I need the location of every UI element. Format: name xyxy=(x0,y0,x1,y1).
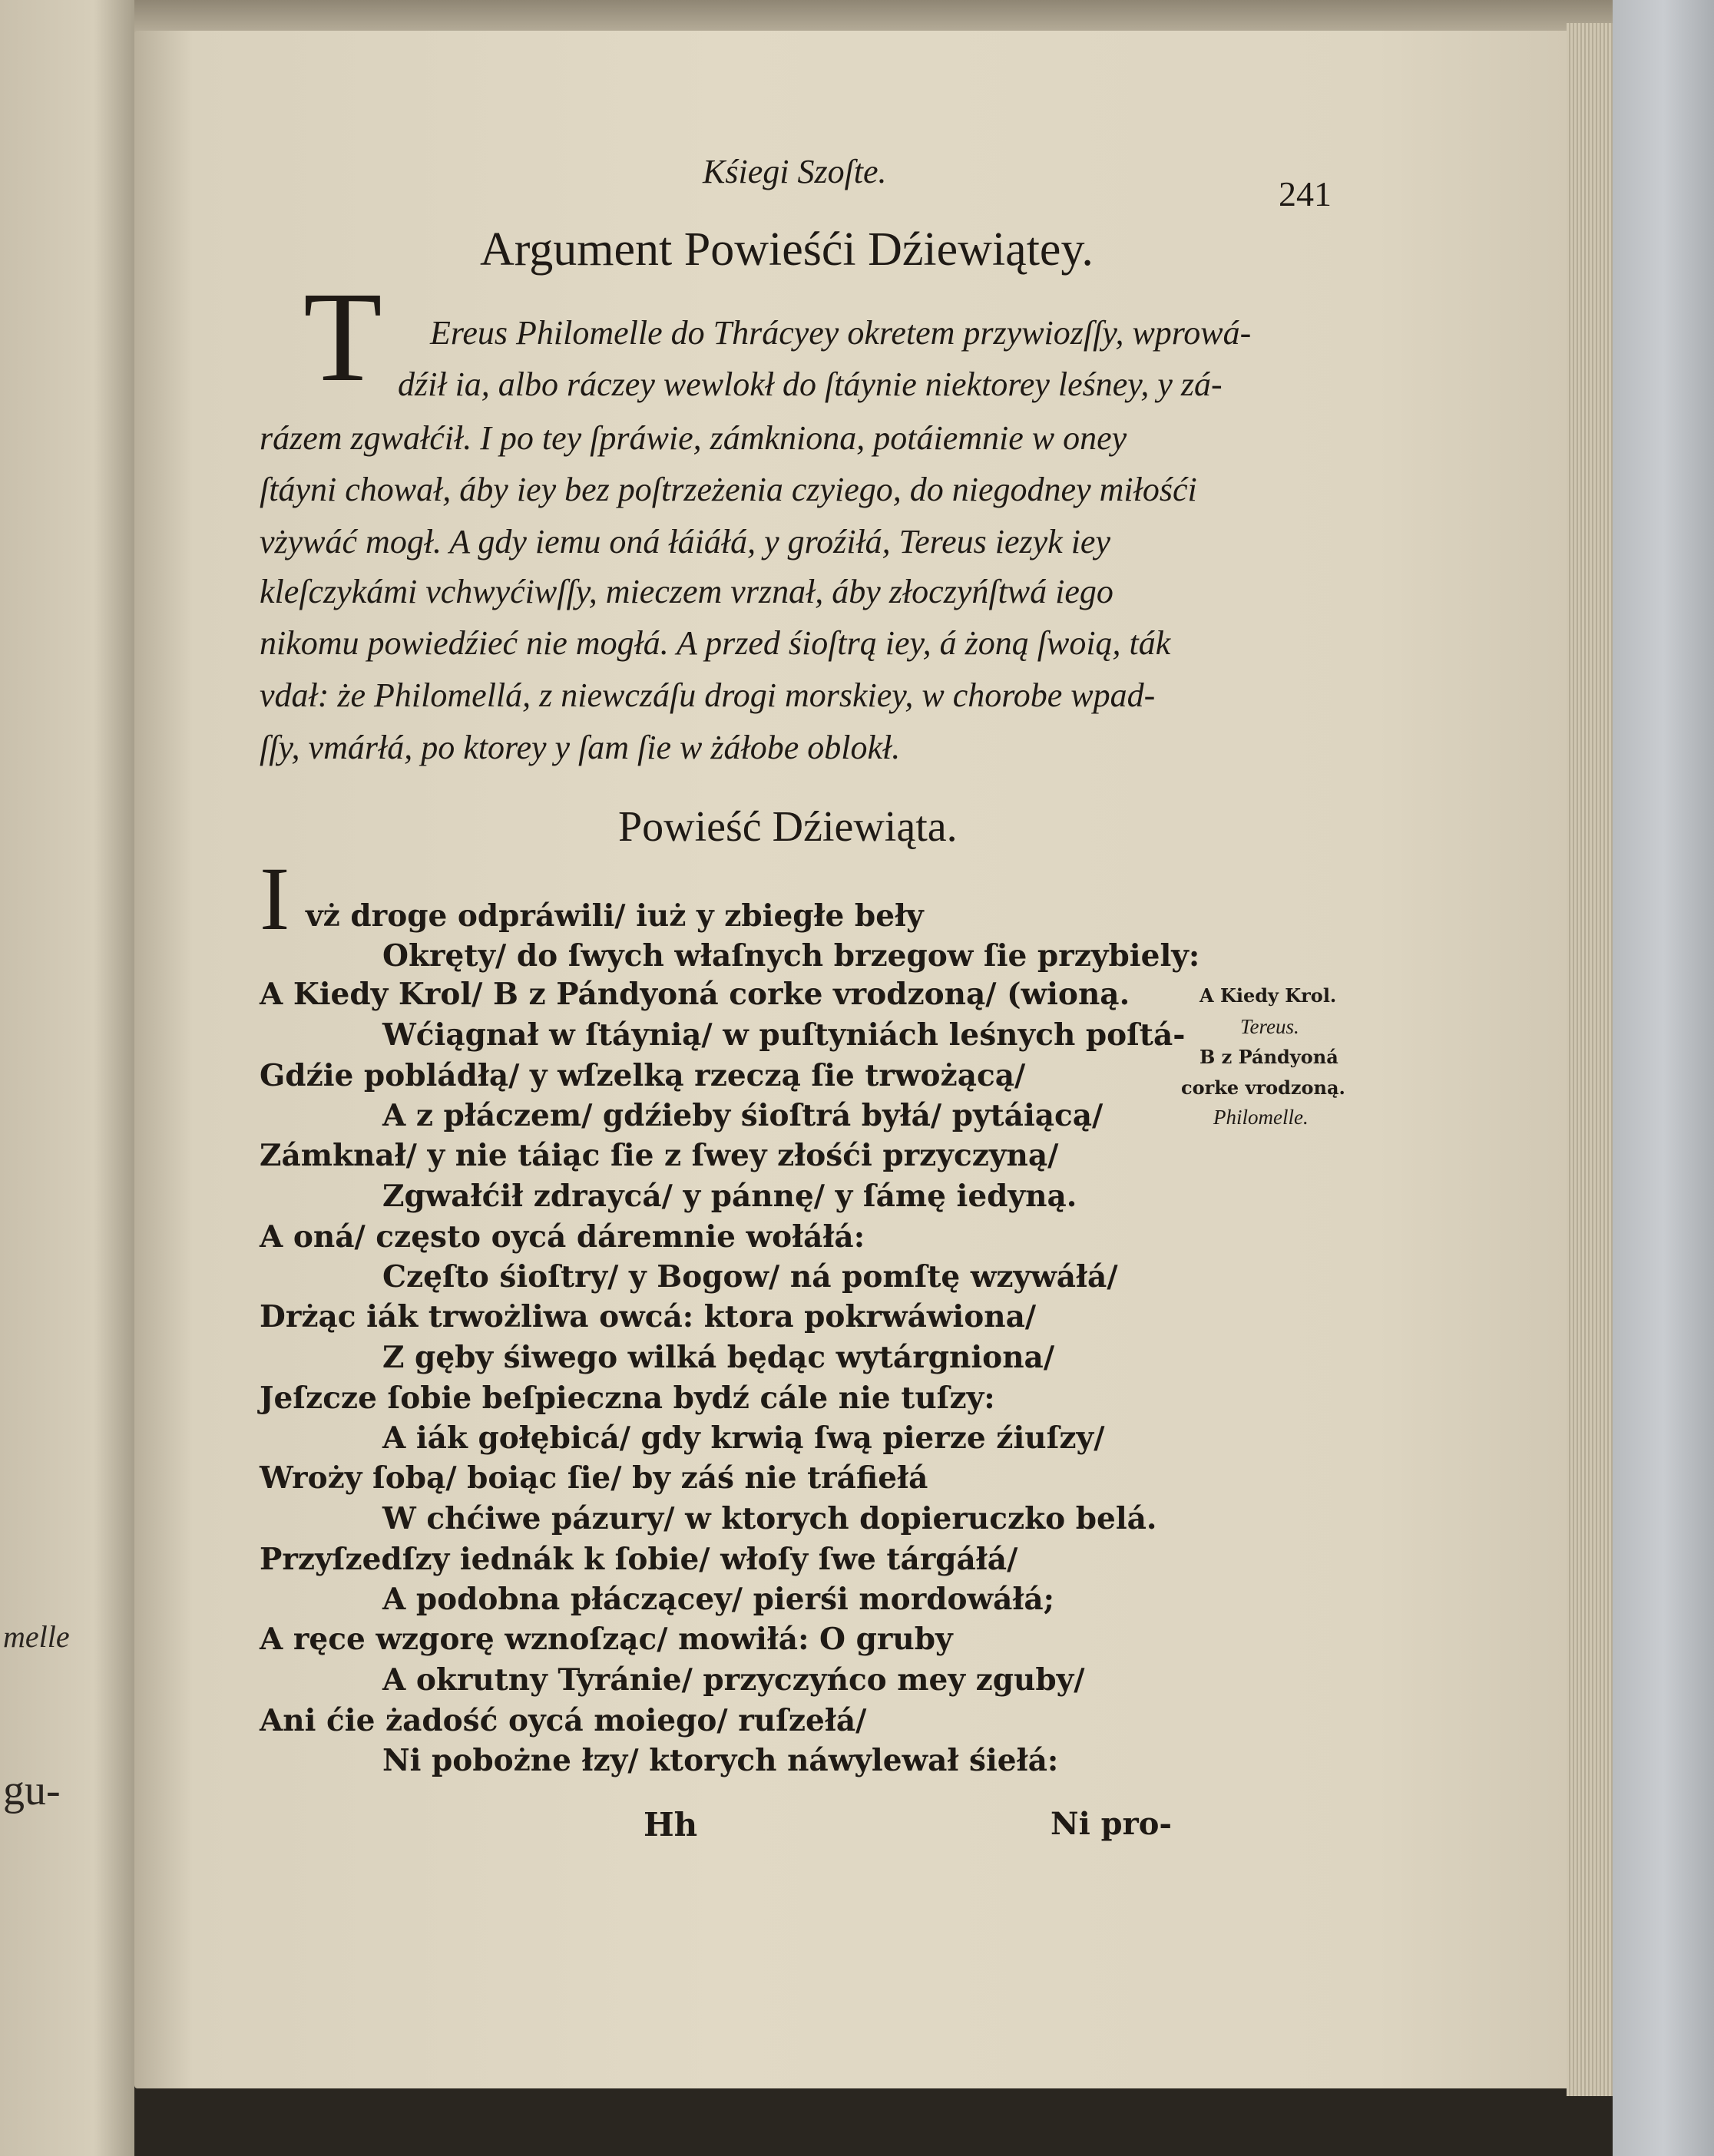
running-head: Kśiegi Szoſte. xyxy=(703,153,887,190)
drop-cap: I xyxy=(260,848,290,949)
argument-line: vżywáć mogł. A gdy iemu oná łáiáłá, y groźiłá, Tereus iezyk iey xyxy=(260,523,1110,560)
verse-line: A ręce wzgorę wznoſząc/ mowiłá: O gruby xyxy=(260,1622,953,1657)
left-page-fragment: gu- xyxy=(3,1767,61,1814)
verse-line: vż droge odpráwili/ iuż y zbiegłe beły xyxy=(306,898,924,934)
background-strip xyxy=(1613,0,1714,2156)
verse-line: A podobna płáczącey/ pierśi mordowáłá; xyxy=(382,1582,1055,1617)
argument-line: dźił ia, albo ráczey wewlokł do ſtáynie niektorey leśney, y zá- xyxy=(398,365,1223,403)
argument-line: Ereus Philomelle do Thrácyey okretem przywiozſſy, wprowá- xyxy=(430,314,1252,352)
argument-line: nikomu powiedźieć nie mogłá. A przed śioſtrą iey, á żoną ſwoią, ták xyxy=(260,624,1171,662)
drop-cap: T xyxy=(303,266,382,408)
catchword: Ni pro- xyxy=(1051,1806,1173,1842)
verse-line: A iák gołębicá/ gdy krwią ſwą pierze źiuſzy/ xyxy=(382,1420,1105,1456)
argument-line: vdał: że Philomellá, z niewczáſu drogi morskiey, w chorobe wpad- xyxy=(260,676,1156,714)
verse-line: Z gęby śiwego wilká będąc wytárgniona/ xyxy=(382,1340,1055,1375)
verse-line: A oná/ często oycá dáremnie wołáłá: xyxy=(260,1219,865,1255)
verse-line: Zámknał/ y nie táiąc ſie z ſwey złośći przyczyną/ xyxy=(260,1138,1059,1173)
page-number: 241 xyxy=(1279,174,1332,213)
verse-line: A okrutny Tyránie/ przyczyńco mey zguby/ xyxy=(382,1662,1085,1698)
argument-line: ſſy, vmárłá, po ktorey y ſam ſie w żáłobe oblokł. xyxy=(260,729,901,766)
left-page-edge xyxy=(0,0,134,2156)
marginal-note-line: Tereus. xyxy=(1240,1015,1299,1038)
verse-line: A Kiedy Krol/ B z Pándyoná corke vrodzoną/ (wioną. xyxy=(260,977,1130,1012)
page-block-edge xyxy=(1567,23,1613,2096)
verse-line: Gdźie pobládłą/ y wſzelką rzeczą ſie trwożącą/ xyxy=(260,1058,1026,1093)
argument-line: ſtáyni chował, áby iey bez poſtrzeżenia czyiego, do niegodney miłośći xyxy=(260,471,1197,508)
verse-line: Przyſzedſzy iednák k ſobie/ włoſy ſwe tárgáłá/ xyxy=(260,1542,1018,1577)
verse-line: Jeſzcze ſobie beſpieczna bydź cále nie tuſzy: xyxy=(260,1381,995,1416)
marginal-note-line: B z Pándyoná xyxy=(1199,1046,1338,1068)
verse-line: W chćiwe pázury/ w ktorych dopieruczko belá. xyxy=(382,1501,1157,1536)
marginal-note-line: A Kiedy Krol. xyxy=(1199,984,1337,1007)
signature-mark: Hh xyxy=(644,1806,698,1844)
verse-line: Częſto śioſtry/ y Bogow/ ná pomſtę wzywáłá/ xyxy=(382,1259,1118,1295)
story-title: Powieść Dźiewiąta. xyxy=(618,803,958,851)
verse-line: Zgwałćił zdraycá/ y pánnę/ y ſámę iedyną. xyxy=(382,1179,1077,1214)
verse-line: A z płáczem/ gdźieby śioſtrá byłá/ pytáiącą/ xyxy=(382,1098,1104,1133)
verse-line: Ni pobożne łzy/ ktorych náwylewał śiełá: xyxy=(382,1743,1059,1778)
verse-line: Drżąc iák trwożliwa owcá: ktora pokrwáwiona/ xyxy=(260,1299,1037,1334)
verse-line: Ani ćie żadość oycá moiego/ ruſzełá/ xyxy=(260,1703,867,1738)
left-page-fragment: melle xyxy=(3,1619,70,1654)
marginal-note-line: corke vrodzoną. xyxy=(1181,1076,1345,1099)
argument-title: Argument Powieśći Dźiewiątey. xyxy=(480,223,1094,276)
verse-line: Wroży ſobą/ boiąc ſie/ by záś nie tráfiełá xyxy=(260,1460,928,1496)
argument-line: rázem zgwałćił. I po tey ſpráwie, zámkniona, potáiemnie w oney xyxy=(260,419,1127,457)
verse-line: Wćiągnał w ſtáynią/ w puſtyniách leśnych poſtá- xyxy=(382,1017,1186,1053)
argument-line: kleſczykámi vchwyćiwſſy, mieczem vrznał, áby złoczyńſtwá iego xyxy=(260,573,1113,610)
marginal-note-line: Philomelle. xyxy=(1213,1106,1309,1129)
verse-line: Okręty/ do ſwych właſnych brzegow ſie przybiely: xyxy=(382,938,1200,974)
